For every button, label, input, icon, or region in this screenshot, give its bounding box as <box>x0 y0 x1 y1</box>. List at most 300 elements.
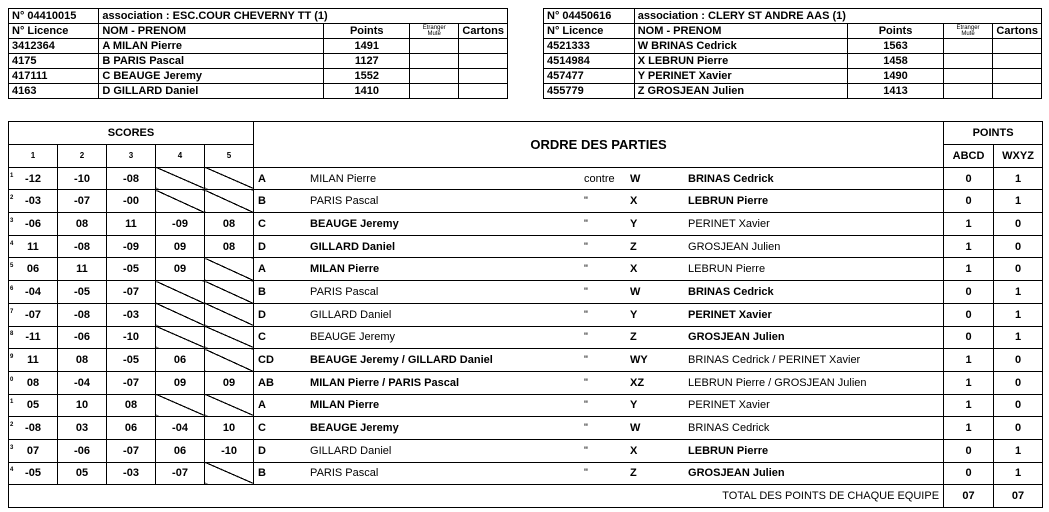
player-name: Y PERINET Xavier <box>634 69 848 84</box>
set-score <box>107 349 156 372</box>
etranger-cell <box>410 84 459 99</box>
player-name: C BEAUGE Jeremy <box>99 69 324 84</box>
left-player: BEAUGE Jeremy <box>310 217 399 230</box>
right-player: BRINAS Cedrick <box>688 172 774 185</box>
set-score <box>156 303 205 326</box>
col-points: Points <box>324 24 410 39</box>
col-name: NOM - PRENOM <box>634 24 848 39</box>
set-score <box>9 213 58 236</box>
set-score <box>156 235 205 258</box>
set-score <box>156 326 205 349</box>
left-player: BEAUGE Jeremy <box>310 422 399 435</box>
set-score-value: -06 <box>74 331 90 344</box>
set-score <box>58 394 107 417</box>
left-letter: C <box>258 331 266 344</box>
cartons-cell <box>459 84 508 99</box>
set-score-value: -09 <box>172 217 188 230</box>
set-score <box>107 326 156 349</box>
scores-header: SCORES <box>9 122 254 145</box>
set-score <box>58 235 107 258</box>
set-score-value: -10 <box>221 444 237 457</box>
match-description <box>254 326 944 349</box>
set-score-value: -04 <box>172 422 188 435</box>
total-a: 07 <box>944 485 994 508</box>
set-score <box>107 190 156 213</box>
set-score-value: 06 <box>26 263 40 276</box>
player-name: W BRINAS Cedrick <box>634 39 848 54</box>
set-score <box>9 417 58 440</box>
set-score <box>107 439 156 462</box>
player-row <box>544 54 1042 69</box>
set-score <box>9 326 58 349</box>
set-score-value: -07 <box>172 467 188 480</box>
player-points: 1490 <box>848 69 943 84</box>
set-score-value: 06 <box>173 444 187 457</box>
points-abcd: 1 <box>944 417 994 440</box>
points-wxyz: 0 <box>994 213 1043 236</box>
separator: " <box>584 285 588 298</box>
set-score <box>156 439 205 462</box>
set-score <box>156 462 205 485</box>
match-row <box>9 235 1043 258</box>
set-score <box>205 190 254 213</box>
separator: " <box>584 376 588 389</box>
points-wxyz: 0 <box>994 371 1043 394</box>
right-player: GROSJEAN Julien <box>688 240 781 253</box>
set-score-value: 11 <box>76 263 88 276</box>
match-description <box>254 235 944 258</box>
match-description <box>254 394 944 417</box>
right-letter: XZ <box>630 376 645 389</box>
player-name: X LEBRUN Pierre <box>634 54 848 69</box>
separator: " <box>584 354 588 367</box>
set-score <box>156 371 205 394</box>
set-score-value: 11 <box>27 354 39 367</box>
points-abcd: 1 <box>944 349 994 372</box>
set-score <box>107 303 156 326</box>
set-score-value: -05 <box>123 354 139 367</box>
set-score <box>205 303 254 326</box>
set-score <box>107 281 156 304</box>
left-letter: A <box>258 263 266 276</box>
left-player: BEAUGE Jeremy / GILLARD Daniel <box>310 354 493 367</box>
set-score-value: 03 <box>75 422 89 435</box>
player-row <box>9 69 508 84</box>
set-score <box>205 349 254 372</box>
set-score <box>58 167 107 190</box>
set-score-value: 08 <box>75 354 89 367</box>
left-player: MILAN Pierre <box>310 263 380 276</box>
team-b-association: association : CLERY ST ANDRE AAS (1) <box>634 9 1041 24</box>
set-score-value: -07 <box>25 308 41 321</box>
points-wxyz: 1 <box>994 190 1043 213</box>
right-player: GROSJEAN Julien <box>688 467 785 480</box>
separator: " <box>584 422 588 435</box>
right-player: PERINET Xavier <box>688 308 772 321</box>
row-number: 9 <box>10 354 14 361</box>
right-letter: Z <box>630 240 637 253</box>
row-number: 4 <box>10 467 14 474</box>
points-abcd: 0 <box>944 439 994 462</box>
right-letter: Y <box>630 308 638 321</box>
match-description <box>254 371 944 394</box>
set-score <box>58 258 107 281</box>
set-score <box>58 303 107 326</box>
match-row <box>9 281 1043 304</box>
right-player: BRINAS Cedrick <box>688 285 774 298</box>
total-label: TOTAL DES POINTS DE CHAQUE EQUIPE <box>9 485 944 508</box>
set-score-value: -04 <box>25 285 41 298</box>
separator: " <box>584 308 588 321</box>
etranger-cell <box>943 39 993 54</box>
set-score <box>205 371 254 394</box>
set-header: 3 <box>107 145 156 168</box>
separator: " <box>584 195 588 208</box>
right-letter: Z <box>630 331 637 344</box>
set-score-value: 07 <box>26 444 40 457</box>
player-points: 1491 <box>324 39 410 54</box>
player-name: Z GROSJEAN Julien <box>634 84 848 99</box>
team-a-table <box>8 8 508 99</box>
row-number: 2 <box>10 195 14 202</box>
left-letter: B <box>258 195 266 208</box>
match-row <box>9 167 1043 190</box>
set-score <box>9 258 58 281</box>
player-row <box>9 39 508 54</box>
set-score-value: 10 <box>222 422 236 435</box>
player-licence: 457477 <box>544 69 635 84</box>
set-score <box>58 439 107 462</box>
right-letter: Y <box>630 217 638 230</box>
set-score-value: 05 <box>75 467 89 480</box>
set-score <box>205 235 254 258</box>
set-score-value: 08 <box>26 376 40 389</box>
set-score-value: -08 <box>74 240 90 253</box>
col-licence: N° Licence <box>544 24 635 39</box>
points-abcd: 1 <box>944 394 994 417</box>
etranger-cell <box>943 69 993 84</box>
right-letter: W <box>630 285 641 298</box>
points-wxyz: 1 <box>994 303 1043 326</box>
points-wxyz: 1 <box>994 326 1043 349</box>
right-letter: W <box>630 172 641 185</box>
player-licence: 417111 <box>9 69 99 84</box>
player-points: 1127 <box>324 54 410 69</box>
set-score <box>107 167 156 190</box>
abcd-header: ABCD <box>944 145 994 168</box>
set-score-value: 11 <box>27 240 39 253</box>
right-letter: X <box>630 444 638 457</box>
match-description <box>254 417 944 440</box>
left-player: PARIS Pascal <box>310 195 379 208</box>
set-score-value: 06 <box>124 422 138 435</box>
left-letter: B <box>258 467 266 480</box>
set-score-value: -07 <box>74 195 90 208</box>
set-score-value: 11 <box>125 217 137 230</box>
points-wxyz: 0 <box>994 417 1043 440</box>
set-score <box>205 326 254 349</box>
points-wxyz: 0 <box>994 349 1043 372</box>
player-name: A MILAN Pierre <box>99 39 324 54</box>
row-number: 1 <box>10 172 14 179</box>
set-score-value: -06 <box>74 444 90 457</box>
player-row <box>9 84 508 99</box>
set-score <box>58 213 107 236</box>
separator: " <box>584 467 588 480</box>
set-score-value: -09 <box>123 240 139 253</box>
col-etranger: Etranger Muté <box>943 24 993 39</box>
row-number: 7 <box>10 308 14 315</box>
player-licence: 4163 <box>9 84 99 99</box>
col-etranger: Etranger Muté <box>410 24 459 39</box>
player-points: 1410 <box>324 84 410 99</box>
row-number: 8 <box>10 331 14 338</box>
set-score <box>107 235 156 258</box>
right-letter: X <box>630 263 638 276</box>
right-letter: Z <box>630 467 637 480</box>
match-description <box>254 213 944 236</box>
points-abcd: 1 <box>944 213 994 236</box>
match-description <box>254 167 944 190</box>
right-player: LEBRUN Pierre <box>688 263 766 276</box>
player-row <box>544 69 1042 84</box>
separator: " <box>584 331 588 344</box>
left-letter: D <box>258 444 266 457</box>
player-name: D GILLARD Daniel <box>99 84 324 99</box>
set-score-value: -04 <box>74 376 90 389</box>
set-score <box>9 235 58 258</box>
set-score-value: -03 <box>25 195 41 208</box>
ordre-header: ORDRE DES PARTIES <box>254 122 944 168</box>
set-score <box>205 394 254 417</box>
left-letter: C <box>258 422 266 435</box>
separator: " <box>584 240 588 253</box>
match-description <box>254 303 944 326</box>
row-number: 4 <box>10 240 14 247</box>
set-score <box>205 439 254 462</box>
cartons-cell <box>459 54 508 69</box>
match-row <box>9 326 1043 349</box>
set-score-value: -07 <box>123 285 139 298</box>
set-score-value: -08 <box>25 422 41 435</box>
left-letter: D <box>258 240 266 253</box>
separator: " <box>584 444 588 457</box>
cartons-cell <box>459 69 508 84</box>
left-player: GILLARD Daniel <box>310 308 392 321</box>
match-description <box>254 281 944 304</box>
set-header: 1 <box>9 145 58 168</box>
set-score <box>9 349 58 372</box>
row-number: 3 <box>10 217 14 224</box>
col-licence: N° Licence <box>9 24 99 39</box>
points-abcd: 1 <box>944 371 994 394</box>
right-player: BRINAS Cedrick / PERINET Xavier <box>688 354 861 367</box>
set-score <box>58 281 107 304</box>
match-description <box>254 258 944 281</box>
points-wxyz: 0 <box>994 258 1043 281</box>
left-letter: A <box>258 399 266 412</box>
set-score <box>107 258 156 281</box>
col-points: Points <box>848 24 943 39</box>
total-b: 07 <box>994 485 1043 508</box>
set-score-value: -03 <box>123 467 139 480</box>
set-score <box>58 417 107 440</box>
etranger-cell <box>410 69 459 84</box>
set-score <box>9 281 58 304</box>
set-score-value: 06 <box>173 354 187 367</box>
player-row <box>544 84 1042 99</box>
player-licence: 4514984 <box>544 54 635 69</box>
left-player: PARIS Pascal <box>310 285 379 298</box>
match-row <box>9 303 1043 326</box>
match-row <box>9 417 1043 440</box>
etranger-cell <box>943 84 993 99</box>
points-abcd: 0 <box>944 190 994 213</box>
player-points: 1552 <box>324 69 410 84</box>
right-player: BRINAS Cedrick <box>688 422 770 435</box>
set-score <box>156 394 205 417</box>
set-score <box>107 371 156 394</box>
set-score-value: -12 <box>25 172 41 185</box>
match-row <box>9 349 1043 372</box>
player-licence: 455779 <box>544 84 635 99</box>
set-score-value: -05 <box>123 263 139 276</box>
set-score <box>205 167 254 190</box>
set-score-value: -08 <box>123 172 139 185</box>
set-score <box>205 281 254 304</box>
set-score-value: -10 <box>123 331 139 344</box>
team-a-number: N° 04410015 <box>9 9 99 24</box>
set-score-value: -11 <box>25 331 41 344</box>
match-row <box>9 462 1043 485</box>
set-score <box>156 281 205 304</box>
right-player: LEBRUN Pierre <box>688 444 769 457</box>
set-score-value: -05 <box>74 285 90 298</box>
match-description <box>254 439 944 462</box>
set-score <box>107 394 156 417</box>
set-score-value: 09 <box>173 263 187 276</box>
player-points: 1563 <box>848 39 943 54</box>
match-description <box>254 190 944 213</box>
set-score <box>9 190 58 213</box>
set-score-value: -08 <box>74 308 90 321</box>
points-abcd: 0 <box>944 462 994 485</box>
set-score-value: -07 <box>123 376 139 389</box>
col-cartons: Cartons <box>993 24 1042 39</box>
player-points: 1458 <box>848 54 943 69</box>
match-row <box>9 439 1043 462</box>
set-score-value: -10 <box>74 172 90 185</box>
set-score-value: 08 <box>222 217 236 230</box>
right-letter: WY <box>630 354 648 367</box>
team-a-association: association : ESC.COUR CHEVERNY TT (1) <box>99 9 508 24</box>
set-score <box>9 371 58 394</box>
left-letter: A <box>258 172 266 185</box>
set-score <box>58 326 107 349</box>
left-letter: C <box>258 217 266 230</box>
set-score <box>156 417 205 440</box>
right-player: GROSJEAN Julien <box>688 331 785 344</box>
left-player: PARIS Pascal <box>310 467 379 480</box>
set-score <box>58 462 107 485</box>
set-score-value: 08 <box>124 399 138 412</box>
right-letter: W <box>630 422 641 435</box>
set-score-value: -05 <box>25 467 41 480</box>
points-abcd: 1 <box>944 258 994 281</box>
points-wxyz: 1 <box>994 439 1043 462</box>
cartons-cell <box>993 39 1042 54</box>
points-wxyz: 1 <box>994 167 1043 190</box>
set-score-value: 05 <box>26 399 40 412</box>
left-letter: AB <box>258 376 274 389</box>
set-score-value: -00 <box>123 195 139 208</box>
cartons-cell <box>993 69 1042 84</box>
separator: " <box>584 399 588 412</box>
player-licence: 3412364 <box>9 39 99 54</box>
set-score <box>205 213 254 236</box>
right-player: PERINET Xavier <box>688 217 770 230</box>
set-score <box>58 190 107 213</box>
left-player: MILAN Pierre <box>310 172 377 185</box>
points-wxyz: 1 <box>994 281 1043 304</box>
match-row <box>9 213 1043 236</box>
right-letter: X <box>630 195 638 208</box>
separator: contre <box>584 172 615 185</box>
set-header: 5 <box>205 145 254 168</box>
set-score <box>205 462 254 485</box>
set-score <box>58 371 107 394</box>
player-points: 1413 <box>848 84 943 99</box>
points-abcd: 0 <box>944 281 994 304</box>
row-number: 0 <box>10 376 14 383</box>
left-letter: CD <box>258 354 274 367</box>
set-header: 2 <box>58 145 107 168</box>
right-player: LEBRUN Pierre / GROSJEAN Julien <box>688 376 867 389</box>
row-number: 5 <box>10 263 14 270</box>
set-score <box>156 190 205 213</box>
set-score <box>205 417 254 440</box>
right-player: LEBRUN Pierre <box>688 195 769 208</box>
set-score <box>156 349 205 372</box>
set-score-value: 09 <box>173 240 187 253</box>
set-score <box>9 462 58 485</box>
points-wxyz: 1 <box>994 462 1043 485</box>
matches-table <box>8 121 1043 508</box>
set-score <box>9 394 58 417</box>
set-score-value: -06 <box>25 217 41 230</box>
left-player: GILLARD Daniel <box>310 240 395 253</box>
points-abcd: 0 <box>944 167 994 190</box>
points-abcd: 0 <box>944 326 994 349</box>
left-player: MILAN Pierre / PARIS Pascal <box>310 376 460 389</box>
match-row <box>9 190 1043 213</box>
set-score <box>58 349 107 372</box>
set-score <box>156 167 205 190</box>
etranger-cell <box>943 54 993 69</box>
match-description <box>254 462 944 485</box>
set-score <box>156 213 205 236</box>
player-row <box>9 54 508 69</box>
separator: " <box>584 263 588 276</box>
row-number: 1 <box>10 399 14 406</box>
left-letter: D <box>258 308 266 321</box>
set-score-value: 09 <box>173 376 187 389</box>
match-row <box>9 258 1043 281</box>
player-licence: 4521333 <box>544 39 635 54</box>
wxyz-header: WXYZ <box>994 145 1043 168</box>
left-player: MILAN Pierre <box>310 399 380 412</box>
set-score <box>107 462 156 485</box>
